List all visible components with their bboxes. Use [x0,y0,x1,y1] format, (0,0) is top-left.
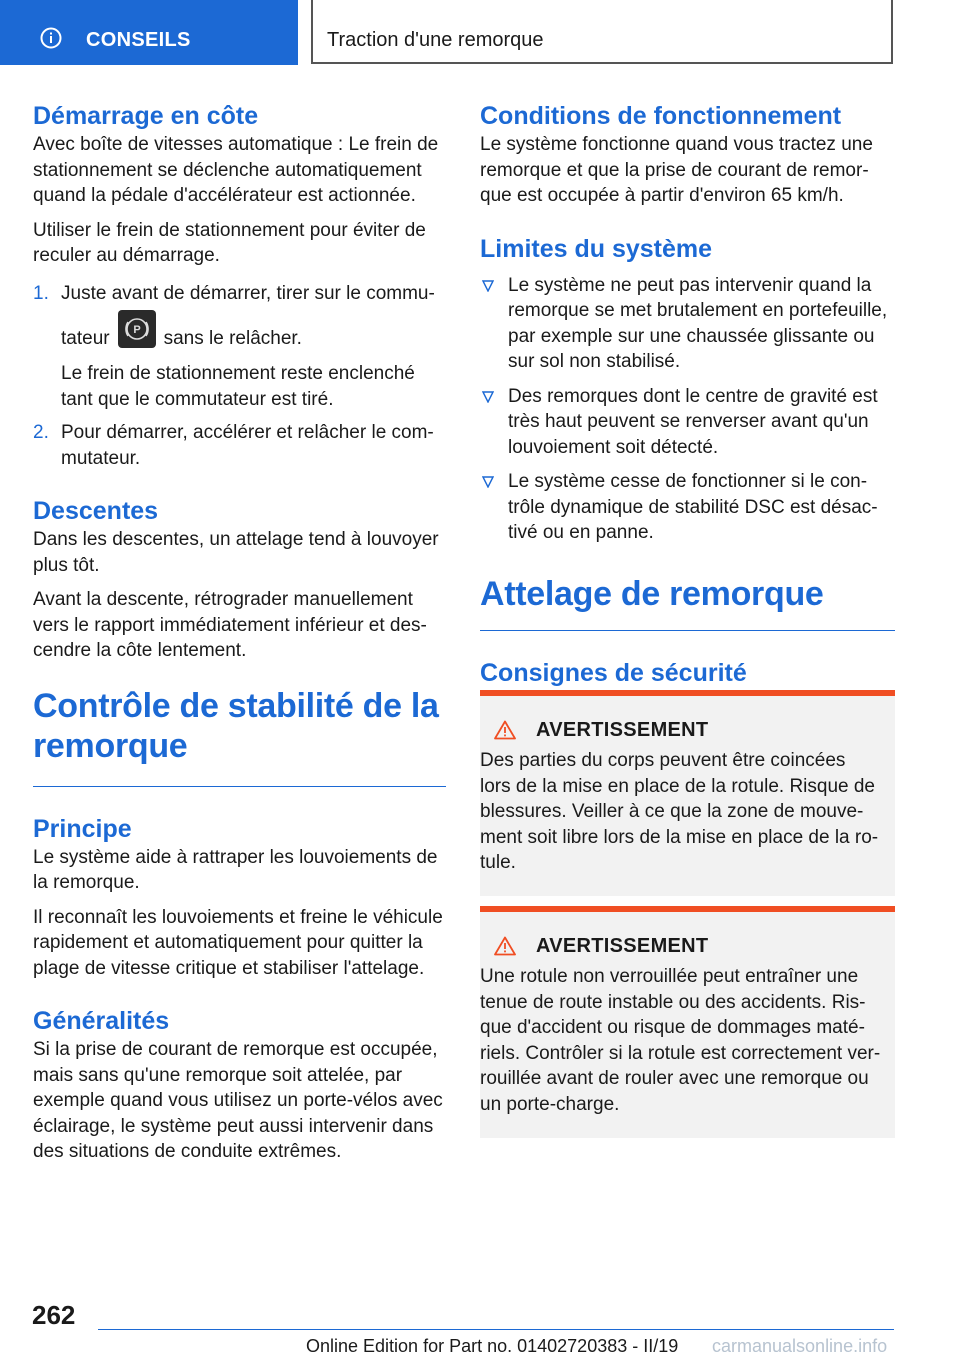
list-item: Le système ne peut pas intervenir quand la remorque se met brutalement en portefeuille, par exemple sur une chaussée glissante ou sur sol non stabilisé. [480,273,895,375]
section-tab-label: CONSEILS [86,29,191,51]
right-column [480,100,895,689]
page-header-title-box [311,0,893,64]
paragraph: Avec boîte de vitesses automatique : Le frein de stationnement se déclenche automatiquement quand la pédale d'accélérateur est actionnée. [33,134,439,206]
paragraph: Le système fonctionne quand vous tractez une remorque et que la prise de courant de remor- que est occupée à partir d'environ 65 km/h. [480,134,873,206]
warning-text: Des parties du corps peuvent être coincées lors de la mise en place de la rotule. Risque de blessures. Veiller à ce que la zone de mouve- ment soit libre lors de la mise en place de la ro- tule. [480,750,879,873]
triangle-bullet-icon [482,476,494,488]
heading-generalites: Généralités [33,1007,170,1035]
header-tab [0,0,298,65]
warning-label: AVERTISSEMENT [536,718,709,741]
heading-consignes: Consignes de sécurité [480,658,747,687]
triangle-bullet-icon [482,391,494,403]
warning-triangle-icon [494,936,516,956]
page-header-title: Traction d'une remorque [327,29,544,51]
left-column [33,100,445,1165]
edition-footer: Online Edition for Part no. 01402720383 - II/19 [306,1336,679,1356]
paragraph: Utiliser le frein de stationnement pour éviter de reculer au démarrage. [33,219,426,266]
warning-box [480,690,895,896]
heading-principe: Principe [33,814,132,843]
list-item: Le système cesse de fonctionner si le con- trôle dynamique de stabilité DSC est désac- tivé ou en panne. [480,469,895,546]
warning-triangle-icon [494,720,516,740]
heading-descentes: Descentes [33,497,159,525]
heading-demarrage: Démarrage en côte [33,102,259,130]
paragraph: Il reconnaît les louvoiements et freine le véhicule rapidement et automatiquement pour quitter la plage de vitesse critique et stabiliser l'attelage. [33,906,443,979]
warning-bar [480,690,895,696]
warning-bar [480,906,895,912]
paragraph: Le système aide à rattraper les louvoiements de la remorque. [33,846,438,893]
list-item: Des remorques dont le centre de gravité est très haut peuvent se renverser avant qu'un louvoiement soit détecté. [480,384,895,461]
svg-text:P: P [132,324,141,336]
heading-conditions: Conditions de fonctionnement [480,102,842,130]
parking-brake-switch-icon [118,310,156,348]
heading-limites: Limites du système [480,234,713,263]
warning-label: AVERTISSEMENT [536,934,709,957]
list-number: 1. [33,282,49,304]
warning-box [480,906,895,1138]
paragraph: Dans les descentes, un attelage tend à louvoyer plus tôt. [33,529,439,576]
list-item: 1. Juste avant de démarrer, tirer sur le commu- tateur P sans le relâcher. Le frein de stationnement reste enclenché tant que le commutateur est tiré. [33,282,435,410]
list-item: 2. Pour démarrer, accélérer et relâcher le com- mutateur. [33,422,434,469]
watermark: carmanualsonline.info [712,1336,888,1356]
paragraph: Si la prise de courant de remorque est occupée, mais sans qu'une remorque soit attelée, par exemple quand vous utilisez un porte-vélos avec éclairage, le système peut aussi intervenir dans des situations de conduite extrêmes. [33,1039,443,1162]
warning-text: Une rotule non verrouillée peut entraîner une tenue de route instable ou des accidents. Ris- que d'accident ou risque de dommages maté- riels. Contrôler si la rotule est correctement ver- rouillée avant de rouler avec une remorque ou un porte-charge. [480,966,881,1115]
triangle-bullet-icon [482,280,494,292]
section-divider [33,786,446,787]
section-divider [480,630,895,631]
list-number: 2. [33,422,49,443]
heading-attelage: Attelage de remorque [480,574,824,613]
heading-controle-stabilite: Contrôle de stabilité de la remorque [33,686,439,765]
paragraph: Avant la descente, rétrograder manuellement vers le rapport immédiatement inférieur et des- cendre la côte lentement. [33,589,427,661]
page-number: 262 [32,1300,76,1330]
info-icon [40,27,62,49]
footer-divider [98,1329,894,1330]
